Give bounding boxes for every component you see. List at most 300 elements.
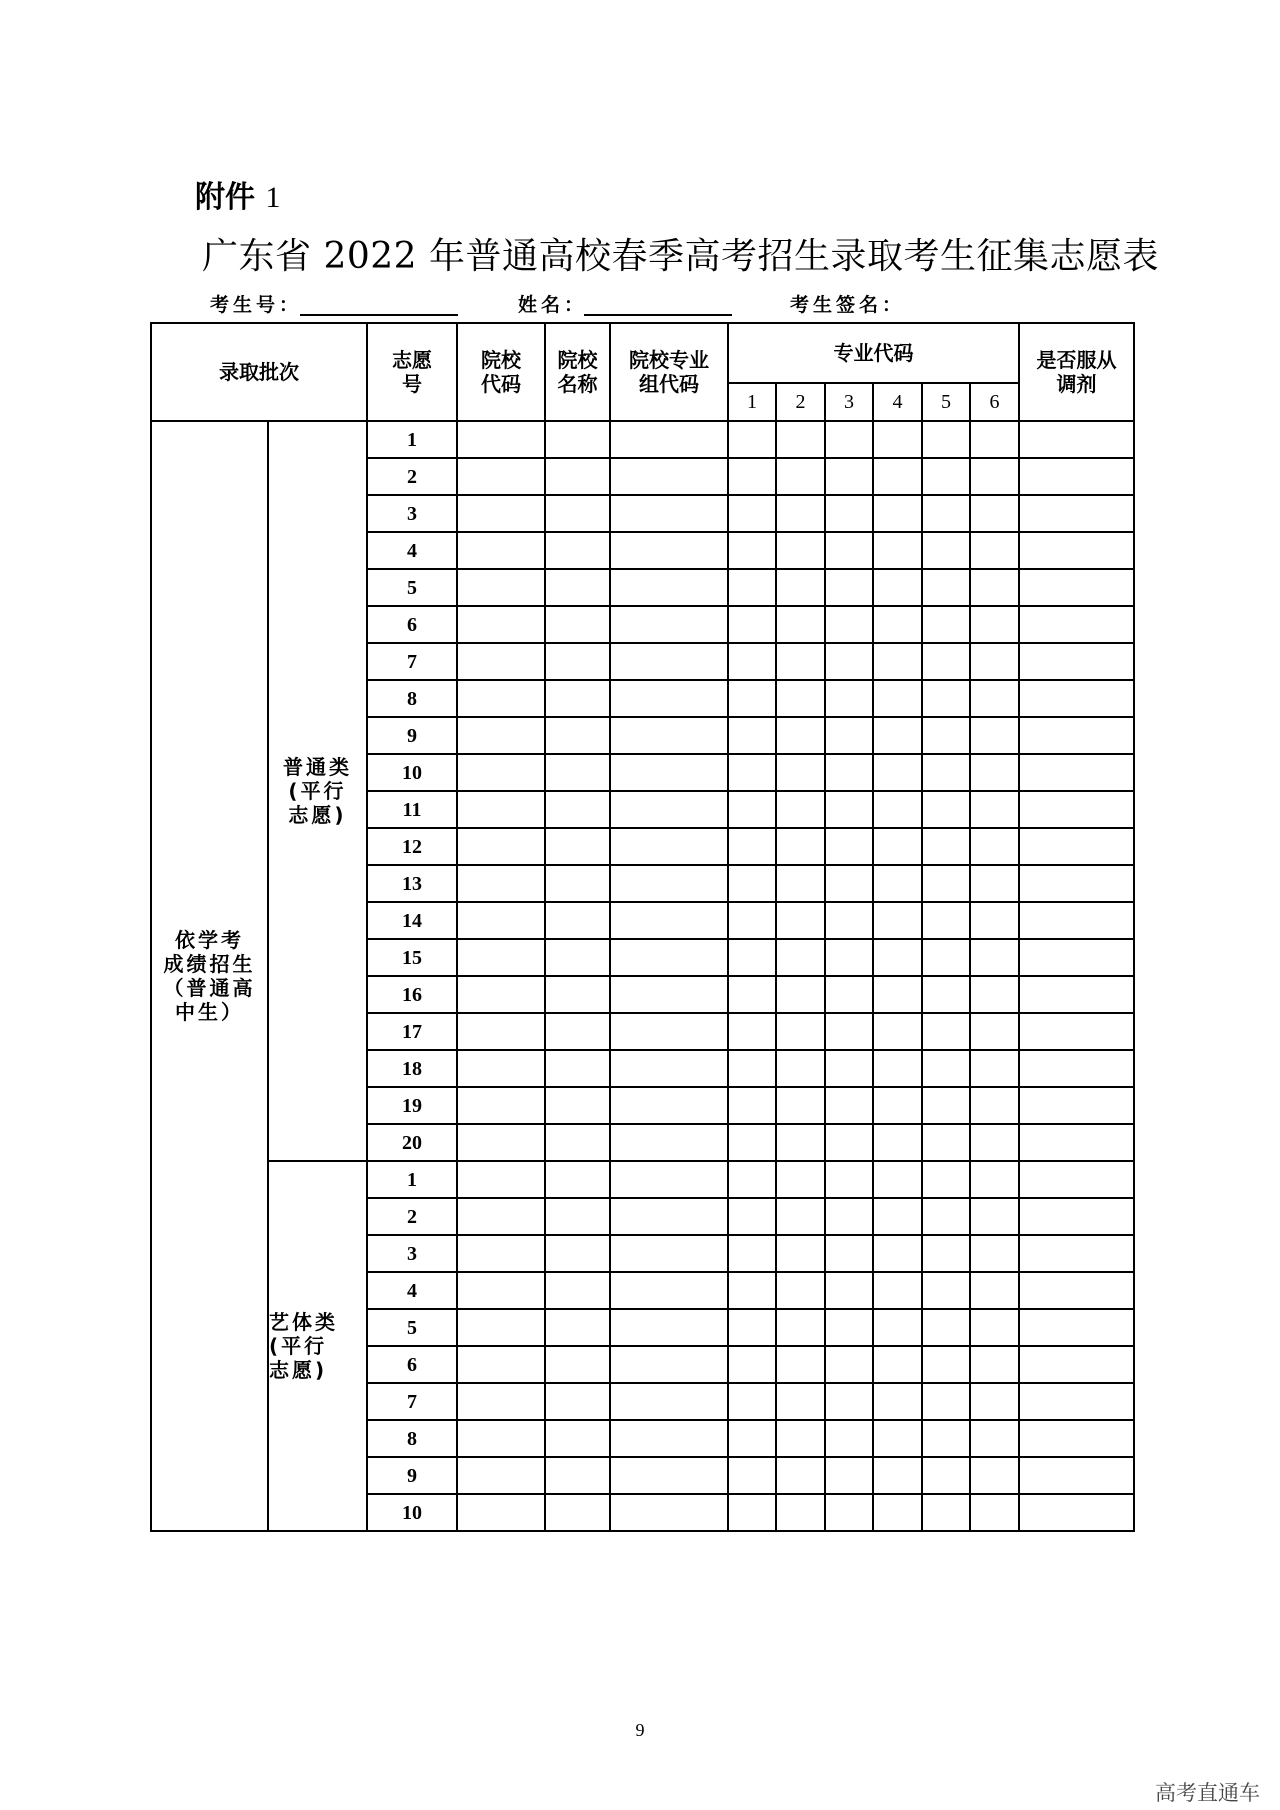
input-cell[interactable] — [776, 754, 825, 791]
input-cell[interactable] — [776, 976, 825, 1013]
input-cell[interactable] — [728, 1198, 776, 1235]
input-cell[interactable] — [970, 754, 1019, 791]
input-cell[interactable] — [825, 1309, 873, 1346]
input-cell[interactable] — [776, 1198, 825, 1235]
input-cell[interactable] — [873, 1309, 922, 1346]
input-cell[interactable] — [610, 1124, 728, 1161]
input-cell[interactable] — [545, 791, 610, 828]
input-cell[interactable] — [825, 1383, 873, 1420]
input-cell[interactable] — [728, 532, 776, 569]
input-cell[interactable] — [728, 1050, 776, 1087]
input-cell[interactable] — [873, 1420, 922, 1457]
input-cell[interactable] — [776, 606, 825, 643]
input-cell[interactable] — [970, 569, 1019, 606]
input-cell[interactable] — [970, 939, 1019, 976]
input-cell[interactable] — [1019, 569, 1134, 606]
input-cell[interactable] — [1019, 976, 1134, 1013]
input-cell[interactable] — [545, 1457, 610, 1494]
input-cell[interactable] — [922, 1198, 970, 1235]
input-cell[interactable] — [922, 865, 970, 902]
input-cell[interactable] — [873, 1161, 922, 1198]
input-cell[interactable] — [922, 495, 970, 532]
input-cell[interactable] — [457, 1198, 545, 1235]
input-cell[interactable] — [728, 680, 776, 717]
input-cell[interactable] — [728, 569, 776, 606]
input-cell[interactable] — [728, 643, 776, 680]
input-cell[interactable] — [776, 495, 825, 532]
input-cell[interactable] — [610, 421, 728, 458]
input-cell[interactable] — [1019, 1235, 1134, 1272]
input-cell[interactable] — [728, 1309, 776, 1346]
input-cell[interactable] — [970, 606, 1019, 643]
input-cell[interactable] — [457, 1272, 545, 1309]
input-cell[interactable] — [776, 680, 825, 717]
input-cell[interactable] — [873, 717, 922, 754]
input-cell[interactable] — [873, 1235, 922, 1272]
input-cell[interactable] — [776, 828, 825, 865]
input-cell[interactable] — [922, 1124, 970, 1161]
input-cell[interactable] — [457, 939, 545, 976]
input-cell[interactable] — [873, 606, 922, 643]
input-cell[interactable] — [457, 1050, 545, 1087]
input-cell[interactable] — [825, 680, 873, 717]
input-cell[interactable] — [825, 828, 873, 865]
input-cell[interactable] — [825, 458, 873, 495]
input-cell[interactable] — [728, 1161, 776, 1198]
input-cell[interactable] — [1019, 828, 1134, 865]
input-cell[interactable] — [970, 1087, 1019, 1124]
input-cell[interactable] — [776, 939, 825, 976]
input-cell[interactable] — [825, 1050, 873, 1087]
input-cell[interactable] — [610, 791, 728, 828]
input-cell[interactable] — [922, 1457, 970, 1494]
input-cell[interactable] — [728, 1087, 776, 1124]
input-cell[interactable] — [728, 791, 776, 828]
input-cell[interactable] — [545, 532, 610, 569]
input-cell[interactable] — [922, 1420, 970, 1457]
input-cell[interactable] — [825, 1013, 873, 1050]
input-cell[interactable] — [610, 902, 728, 939]
input-cell[interactable] — [457, 1494, 545, 1531]
input-cell[interactable] — [545, 828, 610, 865]
input-cell[interactable] — [545, 1161, 610, 1198]
input-cell[interactable] — [1019, 606, 1134, 643]
input-cell[interactable] — [922, 939, 970, 976]
input-cell[interactable] — [970, 1420, 1019, 1457]
input-cell[interactable] — [610, 606, 728, 643]
input-cell[interactable] — [1019, 865, 1134, 902]
input-cell[interactable] — [970, 1346, 1019, 1383]
exam-number-field[interactable] — [300, 314, 458, 316]
input-cell[interactable] — [825, 976, 873, 1013]
input-cell[interactable] — [457, 1457, 545, 1494]
input-cell[interactable] — [728, 1272, 776, 1309]
input-cell[interactable] — [776, 1050, 825, 1087]
input-cell[interactable] — [728, 976, 776, 1013]
input-cell[interactable] — [873, 1346, 922, 1383]
input-cell[interactable] — [545, 569, 610, 606]
input-cell[interactable] — [728, 421, 776, 458]
input-cell[interactable] — [776, 1087, 825, 1124]
input-cell[interactable] — [1019, 1309, 1134, 1346]
input-cell[interactable] — [873, 569, 922, 606]
input-cell[interactable] — [873, 865, 922, 902]
input-cell[interactable] — [873, 902, 922, 939]
input-cell[interactable] — [776, 1494, 825, 1531]
input-cell[interactable] — [1019, 754, 1134, 791]
input-cell[interactable] — [776, 717, 825, 754]
input-cell[interactable] — [873, 791, 922, 828]
input-cell[interactable] — [922, 569, 970, 606]
input-cell[interactable] — [1019, 1087, 1134, 1124]
input-cell[interactable] — [1019, 1198, 1134, 1235]
input-cell[interactable] — [1019, 939, 1134, 976]
input-cell[interactable] — [776, 421, 825, 458]
input-cell[interactable] — [728, 1235, 776, 1272]
input-cell[interactable] — [1019, 1013, 1134, 1050]
input-cell[interactable] — [1019, 1494, 1134, 1531]
input-cell[interactable] — [610, 1198, 728, 1235]
input-cell[interactable] — [610, 569, 728, 606]
input-cell[interactable] — [825, 1087, 873, 1124]
input-cell[interactable] — [457, 606, 545, 643]
input-cell[interactable] — [922, 680, 970, 717]
input-cell[interactable] — [873, 754, 922, 791]
input-cell[interactable] — [610, 717, 728, 754]
input-cell[interactable] — [610, 1235, 728, 1272]
input-cell[interactable] — [873, 643, 922, 680]
input-cell[interactable] — [825, 1198, 873, 1235]
input-cell[interactable] — [922, 1161, 970, 1198]
input-cell[interactable] — [610, 1346, 728, 1383]
input-cell[interactable] — [922, 1013, 970, 1050]
input-cell[interactable] — [610, 1013, 728, 1050]
input-cell[interactable] — [970, 495, 1019, 532]
input-cell[interactable] — [825, 569, 873, 606]
input-cell[interactable] — [545, 421, 610, 458]
input-cell[interactable] — [873, 1272, 922, 1309]
input-cell[interactable] — [873, 939, 922, 976]
input-cell[interactable] — [457, 1346, 545, 1383]
input-cell[interactable] — [922, 1235, 970, 1272]
input-cell[interactable] — [728, 754, 776, 791]
input-cell[interactable] — [970, 865, 1019, 902]
input-cell[interactable] — [545, 939, 610, 976]
input-cell[interactable] — [610, 1272, 728, 1309]
input-cell[interactable] — [970, 421, 1019, 458]
input-cell[interactable] — [922, 1346, 970, 1383]
input-cell[interactable] — [728, 717, 776, 754]
input-cell[interactable] — [1019, 643, 1134, 680]
input-cell[interactable] — [873, 1124, 922, 1161]
input-cell[interactable] — [922, 1309, 970, 1346]
input-cell[interactable] — [1019, 495, 1134, 532]
input-cell[interactable] — [776, 1124, 825, 1161]
input-cell[interactable] — [728, 902, 776, 939]
name-field[interactable] — [584, 314, 732, 316]
input-cell[interactable] — [610, 1494, 728, 1531]
input-cell[interactable] — [610, 976, 728, 1013]
input-cell[interactable] — [873, 1383, 922, 1420]
input-cell[interactable] — [457, 421, 545, 458]
input-cell[interactable] — [873, 1050, 922, 1087]
input-cell[interactable] — [610, 828, 728, 865]
input-cell[interactable] — [873, 495, 922, 532]
input-cell[interactable] — [922, 791, 970, 828]
input-cell[interactable] — [545, 1272, 610, 1309]
input-cell[interactable] — [970, 532, 1019, 569]
input-cell[interactable] — [610, 643, 728, 680]
input-cell[interactable] — [970, 1161, 1019, 1198]
input-cell[interactable] — [728, 1124, 776, 1161]
input-cell[interactable] — [545, 1050, 610, 1087]
input-cell[interactable] — [457, 828, 545, 865]
input-cell[interactable] — [610, 532, 728, 569]
input-cell[interactable] — [970, 1050, 1019, 1087]
input-cell[interactable] — [1019, 1124, 1134, 1161]
input-cell[interactable] — [1019, 1161, 1134, 1198]
input-cell[interactable] — [728, 495, 776, 532]
input-cell[interactable] — [1019, 532, 1134, 569]
input-cell[interactable] — [970, 1235, 1019, 1272]
input-cell[interactable] — [457, 1309, 545, 1346]
input-cell[interactable] — [970, 1383, 1019, 1420]
input-cell[interactable] — [545, 1124, 610, 1161]
input-cell[interactable] — [1019, 1383, 1134, 1420]
input-cell[interactable] — [776, 1013, 825, 1050]
input-cell[interactable] — [873, 532, 922, 569]
input-cell[interactable] — [610, 1087, 728, 1124]
input-cell[interactable] — [970, 1272, 1019, 1309]
input-cell[interactable] — [825, 1161, 873, 1198]
input-cell[interactable] — [457, 1124, 545, 1161]
input-cell[interactable] — [728, 1457, 776, 1494]
input-cell[interactable] — [776, 1383, 825, 1420]
input-cell[interactable] — [728, 1346, 776, 1383]
input-cell[interactable] — [610, 1309, 728, 1346]
input-cell[interactable] — [825, 643, 873, 680]
input-cell[interactable] — [457, 791, 545, 828]
input-cell[interactable] — [922, 717, 970, 754]
input-cell[interactable] — [1019, 421, 1134, 458]
input-cell[interactable] — [776, 532, 825, 569]
input-cell[interactable] — [825, 1124, 873, 1161]
input-cell[interactable] — [457, 1420, 545, 1457]
input-cell[interactable] — [545, 1346, 610, 1383]
input-cell[interactable] — [776, 1272, 825, 1309]
input-cell[interactable] — [457, 680, 545, 717]
input-cell[interactable] — [970, 902, 1019, 939]
input-cell[interactable] — [873, 1457, 922, 1494]
input-cell[interactable] — [825, 1457, 873, 1494]
input-cell[interactable] — [776, 643, 825, 680]
input-cell[interactable] — [457, 865, 545, 902]
input-cell[interactable] — [610, 754, 728, 791]
input-cell[interactable] — [825, 1346, 873, 1383]
input-cell[interactable] — [825, 754, 873, 791]
input-cell[interactable] — [922, 532, 970, 569]
input-cell[interactable] — [922, 1383, 970, 1420]
input-cell[interactable] — [873, 458, 922, 495]
input-cell[interactable] — [728, 458, 776, 495]
input-cell[interactable] — [545, 1494, 610, 1531]
input-cell[interactable] — [1019, 1272, 1134, 1309]
input-cell[interactable] — [825, 865, 873, 902]
input-cell[interactable] — [922, 1050, 970, 1087]
input-cell[interactable] — [825, 1420, 873, 1457]
input-cell[interactable] — [1019, 1457, 1134, 1494]
input-cell[interactable] — [728, 828, 776, 865]
input-cell[interactable] — [922, 643, 970, 680]
input-cell[interactable] — [922, 754, 970, 791]
input-cell[interactable] — [825, 421, 873, 458]
input-cell[interactable] — [728, 865, 776, 902]
input-cell[interactable] — [970, 1013, 1019, 1050]
input-cell[interactable] — [825, 717, 873, 754]
input-cell[interactable] — [873, 680, 922, 717]
input-cell[interactable] — [545, 902, 610, 939]
input-cell[interactable] — [922, 606, 970, 643]
input-cell[interactable] — [776, 791, 825, 828]
input-cell[interactable] — [457, 717, 545, 754]
input-cell[interactable] — [825, 532, 873, 569]
input-cell[interactable] — [610, 1383, 728, 1420]
input-cell[interactable] — [970, 717, 1019, 754]
input-cell[interactable] — [1019, 717, 1134, 754]
input-cell[interactable] — [545, 1013, 610, 1050]
input-cell[interactable] — [970, 643, 1019, 680]
input-cell[interactable] — [545, 1420, 610, 1457]
input-cell[interactable] — [776, 1309, 825, 1346]
input-cell[interactable] — [545, 1383, 610, 1420]
input-cell[interactable] — [610, 865, 728, 902]
input-cell[interactable] — [776, 1346, 825, 1383]
input-cell[interactable] — [610, 1420, 728, 1457]
input-cell[interactable] — [457, 1383, 545, 1420]
input-cell[interactable] — [457, 532, 545, 569]
input-cell[interactable] — [545, 717, 610, 754]
input-cell[interactable] — [970, 680, 1019, 717]
input-cell[interactable] — [776, 1457, 825, 1494]
input-cell[interactable] — [545, 458, 610, 495]
input-cell[interactable] — [728, 1013, 776, 1050]
input-cell[interactable] — [610, 939, 728, 976]
input-cell[interactable] — [610, 495, 728, 532]
input-cell[interactable] — [825, 791, 873, 828]
input-cell[interactable] — [457, 1161, 545, 1198]
input-cell[interactable] — [1019, 1050, 1134, 1087]
input-cell[interactable] — [825, 495, 873, 532]
input-cell[interactable] — [457, 754, 545, 791]
input-cell[interactable] — [970, 1309, 1019, 1346]
input-cell[interactable] — [545, 606, 610, 643]
input-cell[interactable] — [873, 1198, 922, 1235]
input-cell[interactable] — [873, 1494, 922, 1531]
input-cell[interactable] — [776, 1161, 825, 1198]
input-cell[interactable] — [457, 495, 545, 532]
input-cell[interactable] — [825, 1272, 873, 1309]
input-cell[interactable] — [610, 1161, 728, 1198]
input-cell[interactable] — [873, 1013, 922, 1050]
input-cell[interactable] — [545, 1309, 610, 1346]
input-cell[interactable] — [776, 458, 825, 495]
input-cell[interactable] — [873, 828, 922, 865]
input-cell[interactable] — [922, 1272, 970, 1309]
input-cell[interactable] — [457, 643, 545, 680]
input-cell[interactable] — [922, 902, 970, 939]
input-cell[interactable] — [457, 569, 545, 606]
input-cell[interactable] — [776, 865, 825, 902]
input-cell[interactable] — [728, 939, 776, 976]
input-cell[interactable] — [825, 939, 873, 976]
input-cell[interactable] — [610, 680, 728, 717]
input-cell[interactable] — [825, 1235, 873, 1272]
input-cell[interactable] — [825, 902, 873, 939]
input-cell[interactable] — [970, 1124, 1019, 1161]
input-cell[interactable] — [545, 1087, 610, 1124]
input-cell[interactable] — [545, 754, 610, 791]
input-cell[interactable] — [728, 1494, 776, 1531]
input-cell[interactable] — [970, 976, 1019, 1013]
input-cell[interactable] — [545, 643, 610, 680]
input-cell[interactable] — [970, 458, 1019, 495]
input-cell[interactable] — [873, 421, 922, 458]
input-cell[interactable] — [1019, 791, 1134, 828]
input-cell[interactable] — [457, 976, 545, 1013]
input-cell[interactable] — [610, 1457, 728, 1494]
input-cell[interactable] — [1019, 1346, 1134, 1383]
input-cell[interactable] — [728, 606, 776, 643]
input-cell[interactable] — [1019, 902, 1134, 939]
input-cell[interactable] — [922, 458, 970, 495]
input-cell[interactable] — [457, 458, 545, 495]
input-cell[interactable] — [776, 902, 825, 939]
input-cell[interactable] — [545, 680, 610, 717]
input-cell[interactable] — [728, 1420, 776, 1457]
input-cell[interactable] — [825, 606, 873, 643]
input-cell[interactable] — [1019, 458, 1134, 495]
input-cell[interactable] — [545, 976, 610, 1013]
input-cell[interactable] — [873, 1087, 922, 1124]
input-cell[interactable] — [545, 1235, 610, 1272]
input-cell[interactable] — [610, 458, 728, 495]
input-cell[interactable] — [545, 865, 610, 902]
input-cell[interactable] — [825, 1494, 873, 1531]
input-cell[interactable] — [873, 976, 922, 1013]
input-cell[interactable] — [728, 1383, 776, 1420]
input-cell[interactable] — [922, 1087, 970, 1124]
input-cell[interactable] — [776, 1420, 825, 1457]
input-cell[interactable] — [922, 828, 970, 865]
input-cell[interactable] — [970, 1457, 1019, 1494]
input-cell[interactable] — [1019, 1420, 1134, 1457]
input-cell[interactable] — [610, 1050, 728, 1087]
input-cell[interactable] — [922, 421, 970, 458]
input-cell[interactable] — [1019, 680, 1134, 717]
input-cell[interactable] — [457, 1087, 545, 1124]
input-cell[interactable] — [970, 1494, 1019, 1531]
input-cell[interactable] — [457, 1235, 545, 1272]
input-cell[interactable] — [922, 1494, 970, 1531]
input-cell[interactable] — [545, 1198, 610, 1235]
input-cell[interactable] — [457, 902, 545, 939]
input-cell[interactable] — [970, 791, 1019, 828]
input-cell[interactable] — [776, 569, 825, 606]
input-cell[interactable] — [970, 828, 1019, 865]
input-cell[interactable] — [970, 1198, 1019, 1235]
input-cell[interactable] — [776, 1235, 825, 1272]
input-cell[interactable] — [545, 495, 610, 532]
